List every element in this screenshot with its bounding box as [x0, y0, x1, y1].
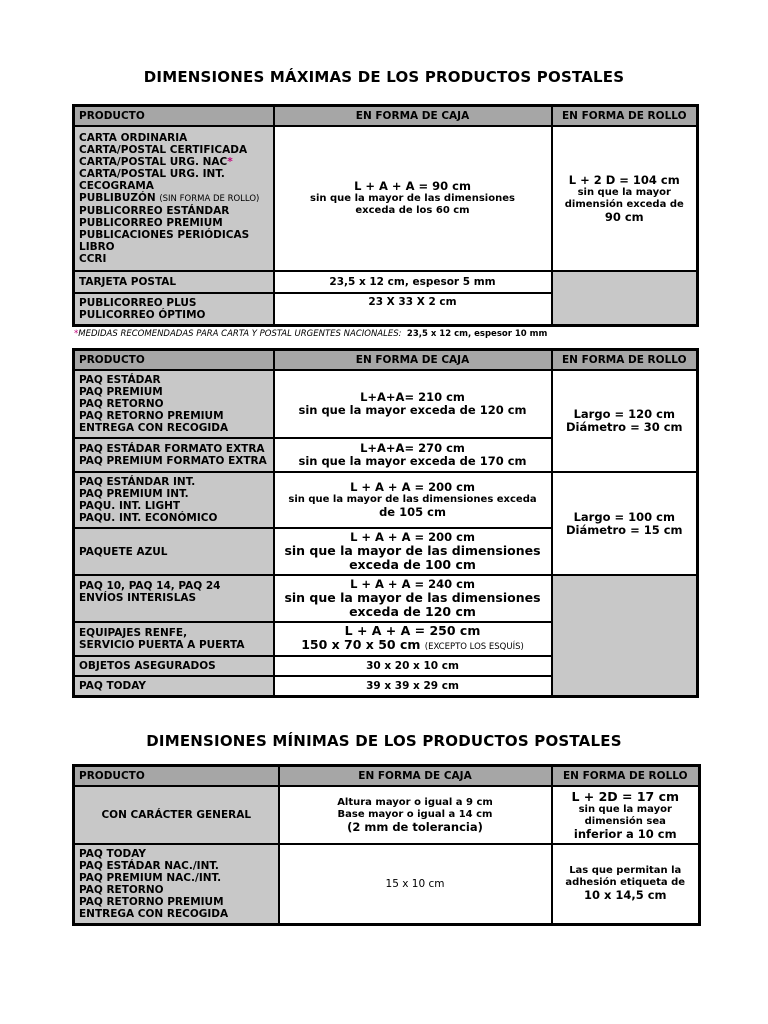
- footnote-value: 23,5 x 12 cm, espesor 10 mm: [406, 329, 548, 339]
- roll-dimension-sub: sin que la mayor: [578, 803, 672, 815]
- box-dimension-sub: sin que la mayor de las dimensiones: [284, 590, 541, 605]
- box-dimension-main: L + A + A = 250 cm: [344, 623, 481, 638]
- box-dimension-sub: sin que la mayor de las dimensiones: [284, 543, 541, 558]
- product-name: CON CARÁCTER GENERAL: [74, 786, 279, 844]
- roll-dimension-main: L + 2 D = 104 cm: [568, 172, 680, 187]
- roll-dimension-sub: sin que la mayor: [577, 186, 671, 198]
- box-dimension-main: L+A+A= 270 cm: [360, 441, 465, 455]
- product-item: PULICORREO ÓPTIMO: [79, 308, 206, 321]
- roll-dimension-sub: inferior a 10 cm: [573, 826, 677, 841]
- table-row: [74, 472, 698, 528]
- header-producto: PRODUCTO: [74, 106, 274, 127]
- title-min-dimensions: DIMENSIONES MÍNIMAS DE LOS PRODUCTOS POSTALES: [146, 732, 622, 750]
- roll-length: Largo = 100 cm: [573, 509, 675, 524]
- product-list: [74, 293, 274, 325]
- product-note: (SIN FORMA DE ROLLO): [159, 194, 260, 204]
- box-dimension-main: L + A + A = 200 cm: [350, 530, 475, 544]
- product-item: PUBLICORREO PLUS: [79, 296, 197, 309]
- box-dimension-cell: 39 x 39 x 29 cm: [274, 676, 552, 696]
- box-dimension-sub: sin que la mayor exceda de 120 cm: [298, 403, 527, 417]
- table-row: [74, 271, 698, 293]
- box-dimension-line: Altura mayor o igual a 9 cm: [337, 796, 493, 808]
- header-caja: EN FORMA DE CAJA: [279, 766, 552, 787]
- product-item: ENVÍOS INTERISLAS: [79, 592, 197, 604]
- header-producto: PRODUCTO: [74, 350, 274, 371]
- box-dimension-sub: exceda de los 60 cm: [355, 205, 470, 216]
- roll-dimension-cell: [552, 126, 698, 271]
- product-item: ENTREGA CON RECOGIDA: [79, 422, 229, 434]
- table-row: [74, 370, 698, 438]
- box-dimension-note: (EXCEPTO LOS ESQUÍS): [424, 642, 524, 652]
- product-name: PAQUETE AZUL: [74, 528, 274, 575]
- product-item: PAQ RETORNO PREMIUM: [79, 410, 224, 422]
- box-dimension-cell: [274, 472, 552, 528]
- box-dimension-line: (2 mm de tolerancia): [347, 819, 483, 834]
- roll-dimension-sub: 90 cm: [604, 209, 644, 224]
- title-max-dimensions: DIMENSIONES MÁXIMAS DE LOS PRODUCTOS POSTALES: [143, 68, 625, 86]
- table-header-row: [74, 766, 700, 787]
- product-item: PAQ RETORNO PREMIUM: [79, 895, 224, 908]
- product-item: PUBLICACIONES PERIÓDICAS: [79, 229, 250, 241]
- product-item: PAQ PREMIUM NAC./INT.: [79, 871, 222, 884]
- table-row: [74, 844, 700, 924]
- roll-dimension-cell: [552, 370, 698, 472]
- box-dimension-main: L + A + A = 90 cm: [354, 179, 471, 193]
- product-item: PAQ ESTÁDAR: [79, 374, 161, 386]
- product-item: PAQ RETORNO: [79, 398, 164, 410]
- asterisk-mark: *: [227, 156, 233, 168]
- roll-dimension-cell: [552, 786, 700, 844]
- footnote: [74, 329, 547, 339]
- product-item: PAQU. INT. ECONÓMICO: [79, 512, 218, 524]
- product-item: LIBRO: [79, 241, 115, 253]
- table-max-dimensions-2: [72, 348, 699, 698]
- product-item: PUBLICORREO PREMIUM: [79, 217, 223, 229]
- product-list: [74, 844, 279, 924]
- product-item: PAQ 10, PAQ 14, PAQ 24: [79, 580, 221, 592]
- header-caja: EN FORMA DE CAJA: [274, 106, 552, 127]
- roll-length: Largo = 120 cm: [573, 407, 675, 421]
- header-producto: PRODUCTO: [74, 766, 279, 787]
- box-dimension-sub: exceda de 100 cm: [349, 557, 476, 572]
- box-dimension-sub: sin que la mayor de las dimensiones exceda: [288, 494, 537, 505]
- box-dimension-cell: [279, 786, 552, 844]
- product-item: CARTA/POSTAL URG. NAC*: [79, 156, 233, 168]
- box-dimension-cell: [274, 438, 552, 472]
- empty-cell: [552, 271, 698, 325]
- product-item: ENTREGA CON RECOGIDA: [79, 907, 229, 920]
- box-dimension-cell: [274, 622, 552, 656]
- box-dimension-main: L + A + A = 200 cm: [350, 480, 475, 494]
- roll-dimension-sub: dimensión sea: [584, 815, 666, 827]
- table-max-dimensions-1: [72, 104, 699, 327]
- box-dimension-cell: [274, 126, 552, 271]
- roll-dimension-line: adhesión etiqueta de: [565, 877, 686, 889]
- empty-cell: [552, 575, 698, 696]
- box-dimension-cell: [274, 575, 552, 622]
- box-dimension-line: Base mayor o igual a 14 cm: [337, 808, 493, 820]
- product-item: PUBLIBUZÓN (SIN FORMA DE ROLLO): [79, 192, 260, 204]
- product-list: [74, 438, 274, 472]
- product-item: PAQ ESTÁNDAR INT.: [79, 476, 196, 488]
- product-name: OBJETOS ASEGURADOS: [74, 656, 274, 676]
- product-item: PAQ PREMIUM INT.: [79, 488, 189, 500]
- roll-dimension-cell: [552, 472, 698, 575]
- product-item: EQUIPAJES RENFE,: [79, 627, 188, 639]
- product-list: [74, 622, 274, 656]
- box-dimension-main: L+A+A= 210 cm: [360, 390, 465, 404]
- product-list: [74, 472, 274, 528]
- box-dimension-cell: [274, 528, 552, 575]
- roll-dimension-sub: dimensión exceda de: [564, 198, 684, 210]
- product-item: CARTA ORDINARIA: [79, 132, 188, 144]
- product-item: CARTA/POSTAL URG. INT.: [79, 168, 225, 180]
- product-item: PAQ PREMIUM: [79, 386, 163, 398]
- box-dimension-cell: 30 x 20 x 10 cm: [274, 656, 552, 676]
- box-dimension-sub: sin que la mayor de las dimensiones: [310, 193, 515, 204]
- product-item: PUBLICORREO ESTÁNDAR: [79, 205, 230, 217]
- product-item: PAQ RETORNO: [79, 883, 164, 896]
- roll-dimension-line: Las que permitan la: [569, 865, 682, 877]
- table-header-row: [74, 350, 698, 371]
- table-row: [74, 575, 698, 622]
- header-rollo: EN FORMA DE ROLLO: [552, 106, 698, 127]
- product-name: PAQ TODAY: [74, 676, 274, 696]
- table-row: [74, 786, 700, 844]
- box-dimension-sub: exceda de 120 cm: [349, 604, 476, 619]
- roll-diameter: Diámetro = 15 cm: [565, 522, 683, 537]
- product-name: TARJETA POSTAL: [74, 271, 274, 293]
- product-item: PAQ TODAY: [79, 847, 146, 860]
- box-dimension-cell: 15 x 10 cm: [279, 844, 552, 924]
- header-rollo: EN FORMA DE ROLLO: [552, 766, 700, 787]
- roll-dimension-main: L + 2D = 17 cm: [571, 788, 680, 804]
- product-item: PAQ ESTÁDAR FORMATO EXTRA: [79, 443, 265, 455]
- box-dimension-sub: de 105 cm: [379, 505, 446, 519]
- asterisk-mark: *: [74, 329, 79, 339]
- box-dimension-cell: 23 X 33 X 2 cm: [274, 293, 552, 325]
- product-list: [74, 370, 274, 438]
- product-item: PAQ ESTÁDAR NAC./INT.: [79, 859, 219, 872]
- roll-diameter: Diámetro = 30 cm: [565, 420, 683, 434]
- product-item: CARTA/POSTAL CERTIFICADA: [79, 144, 248, 156]
- product-item: PAQ PREMIUM FORMATO EXTRA: [79, 455, 267, 467]
- table-min-dimensions: [72, 764, 701, 926]
- header-rollo: EN FORMA DE ROLLO: [552, 350, 698, 371]
- product-item: PAQU. INT. LIGHT: [79, 500, 181, 512]
- roll-dimension-line: 10 x 14,5 cm: [583, 888, 667, 903]
- table-header-row: [74, 106, 698, 127]
- product-item: SERVICIO PUERTA A PUERTA: [79, 639, 245, 651]
- roll-dimension-cell: [552, 844, 700, 924]
- box-dimension-main: L + A + A = 240 cm: [350, 577, 475, 591]
- box-dimension-sub: sin que la mayor exceda de 170 cm: [298, 454, 527, 468]
- table-row: [74, 126, 698, 271]
- box-dimension-cell: 23,5 x 12 cm, espesor 5 mm: [274, 271, 552, 293]
- product-list: [74, 575, 274, 622]
- header-caja: EN FORMA DE CAJA: [274, 350, 552, 371]
- box-dimension-cell: [274, 370, 552, 438]
- box-dimension-sub: 150 x 70 x 50 cm (EXCEPTO LOS ESQUÍS): [301, 637, 524, 652]
- product-list: [74, 126, 274, 271]
- product-item: CCRI: [79, 253, 107, 265]
- product-item: CECOGRAMA: [79, 180, 154, 192]
- footnote-text: MEDIDAS RECOMENDADAS PARA CARTA Y POSTAL URGENTES NACIONALES:: [78, 329, 402, 339]
